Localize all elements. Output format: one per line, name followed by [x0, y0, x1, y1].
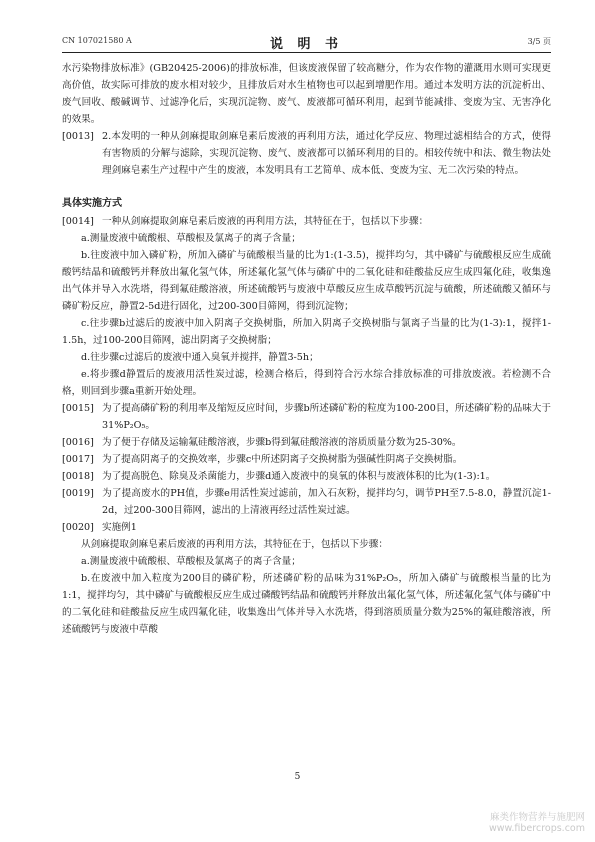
paragraph-0015: [62, 400, 551, 434]
watermark-title: 麻类作物营养与施肥网: [489, 812, 585, 823]
paragraph-0019: [62, 485, 551, 519]
watermark: [489, 809, 585, 834]
page-header: [62, 33, 551, 51]
paragraph-text: 一种从剑麻提取剑麻皂素后废液的再利用方法，其特征在于，包括以下步骤：: [102, 216, 429, 227]
paragraph-text: 为了提高脱色、除臭及杀菌能力，步骤d通入废液中的臭氧的体积与废液体积的比为(1-3):1。: [102, 471, 496, 482]
paragraph-0020: [62, 519, 551, 536]
example-title: 实施例1: [102, 522, 137, 533]
paragraph-text: 为了提高阴离子的交换效率，步骤c中所述阴离子交换树脂为强碱性阴离子交换树脂。: [102, 454, 463, 465]
step-b: b.往废液中加入磷矿粉，所加入磷矿与硫酸根当量的比为1:(1-3.5)，搅拌均匀，其中磷矿与硫酸根反应生成硫酸钙结晶和硫酸钙并释放出氟化氢气体，所述氟化氢气体与磷矿中的二氧化硅和硅酸盐反应生成四氟化硅，收集逸出气体并导入水洗塔，得到氟硅酸溶液，所述硫酸钙与废液中草酸反应生成草酸钙沉淀与硫酸，所述硫酸又循环与磷矿粉反应，静置2-5d进行固化，过200-300目筛网，得到沉淀物；: [62, 250, 551, 312]
paragraph-text: 为了提高磷矿粉的利用率及缩短反应时间，步骤b所述磷矿粉的粒度为100-200目，所述磷矿粉的品味大于31%P₂O₅。: [102, 403, 551, 431]
paragraph-number: [0016]: [62, 437, 94, 448]
paragraph-text: 为了便于存储及运输氟硅酸溶液，步骤b得到氟硅酸溶液的溶质质量分数为25-30%。: [102, 437, 462, 448]
paragraph-0013: [62, 128, 551, 179]
example-step-a: a.测量废液中硫酸根、草酸根及氯离子的离子含量；: [81, 556, 301, 567]
paragraph-text: 水污染物排放标准》(GB20425-2006)的排放标准，但该废液保留了较高糖分，作为农作物的灌溉用水则可实现更高价值，故实际可排放的废水相对较少，且排放后对水生植物也可以起到增肥作用。通过本发明方法的沉淀析出、废气回收、酸碱调节、过滤净化后，实现沉淀物、废气、废液都可循环利用，起到节能减排、变废为宝、无害净化的效果。: [62, 63, 551, 125]
paragraph-text: 2.本发明的一种从剑麻提取剑麻皂素后废液的再利用方法，通过化学反应、物理过滤相结合的方式，使得有害物质的分解与滤除，实现沉淀物、废气、废液都可以循环利用的目的。相较传统中和法、微生物法处理剑麻皂素生产过程中产生的废液，本发明具有工艺简单、成本低、变废为宝、无二次污染的特点。: [102, 131, 551, 176]
step-e: e.将步骤d静置后的废液用活性炭过滤，检测合格后，得到符合污水综合排放标准的可排放废液。若检测不合格，则回到步骤a重新开始处理。: [62, 369, 551, 397]
paragraph-0014: [62, 213, 551, 230]
section-title: 具体实施方式: [62, 198, 122, 209]
paragraph-0016: [62, 434, 551, 451]
paragraph-text: 为了提高废水的PH值，步骤e用活性炭过滤前，加入石灰粉，搅拌均匀，调节PH至7.5-8.0，静置沉淀1-2d，过200-300目筛网，滤出的上清液再经过活性炭过滤。: [102, 488, 551, 516]
step-a: a.测量废液中硫酸根、草酸根及氯离子的离子含量；: [81, 233, 301, 244]
paragraph-continuation: [62, 60, 551, 128]
paragraph-number: [0014]: [62, 216, 94, 227]
watermark-url: www.fibercrops.com: [488, 823, 585, 834]
patent-number: CN 107021580 A: [62, 36, 132, 45]
document-body: [62, 60, 551, 638]
header-rule: [62, 52, 551, 53]
step-c: c.往步骤b过滤后的废液中加入阴离子交换树脂，所加入阴离子交换树脂与氯离子当量的比为(1-3):1，搅拌1-1.5h，过100-200目筛网，滤出阴离子交换树脂；: [62, 318, 551, 346]
paragraph-number: [0017]: [62, 454, 94, 465]
paragraph-number: [0015]: [62, 403, 94, 414]
page-info: 3/5 页: [527, 37, 551, 46]
example-intro: 从剑麻提取剑麻皂素后废液的再利用方法，其特征在于，包括以下步骤：: [81, 539, 388, 550]
paragraph-number: [0019]: [62, 488, 94, 499]
paragraph-number: [0020]: [62, 522, 94, 533]
paragraph-number: [0018]: [62, 471, 94, 482]
paragraph-0018: [62, 468, 551, 485]
paragraph-0017: [62, 451, 551, 468]
page-number: 5: [294, 772, 301, 782]
paragraph-number: [0013]: [62, 131, 94, 142]
example-step-b: b.在废液中加入粒度为200目的磷矿粉，所述磷矿粉的品味为31%P₂O₅，所加入磷矿与硫酸根当量的比为1:1，搅拌均匀，其中磷矿与硫酸根反应生成过磷酸钙结晶和硫酸钙并释放出氟化氢气体，所述氟化氢气体与磷矿中的二氧化硅和硅酸盐反应生成四氟化硅，收集逸出气体并导入水洗塔，得到溶质质量分数为25%的氟硅酸溶液，所述硫酸钙与废液中草酸: [62, 573, 551, 635]
step-d: d.往步骤c过滤后的废液中通入臭氧并搅拌，静置3-5h；: [81, 352, 319, 363]
document-title: 说 明 书: [269, 37, 344, 52]
